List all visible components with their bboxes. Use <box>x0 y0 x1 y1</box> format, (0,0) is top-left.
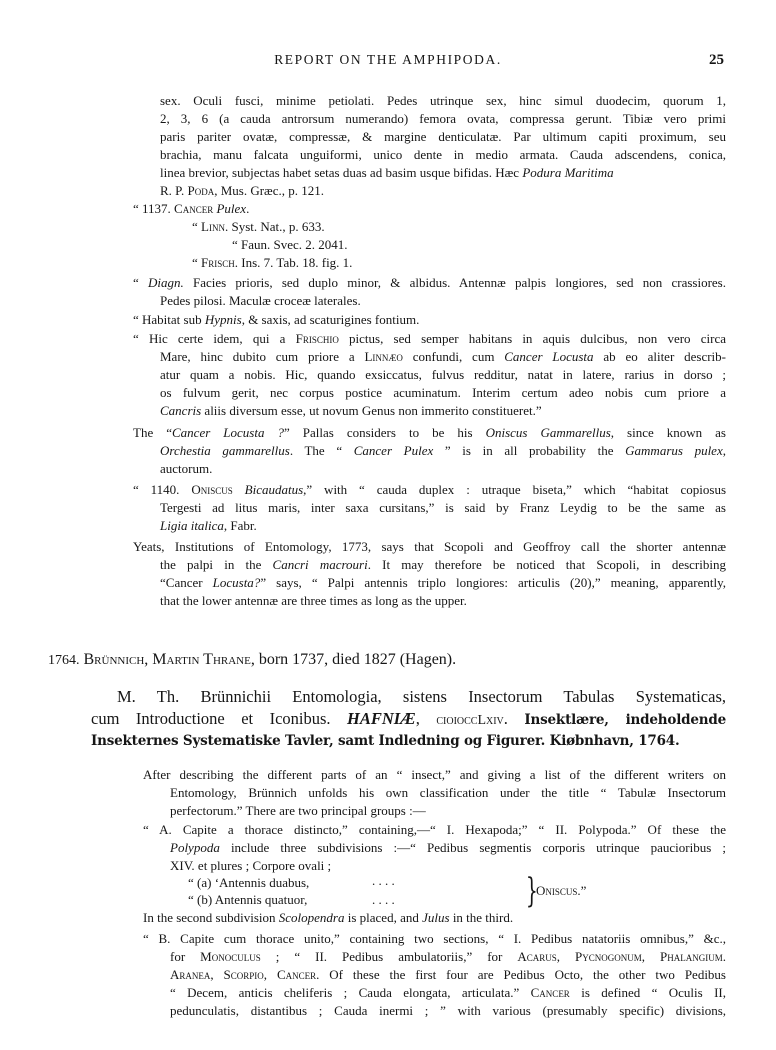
genus-name: Oniscus <box>191 482 233 497</box>
text-run: . It may therefore be noticed that Scopoli, in describing <box>367 557 726 572</box>
text-line: Yeats, Institutions of Entomology, 1773, says that Scopoli and Geoffroy call the shorter antennæ <box>133 539 726 554</box>
text-line <box>133 481 726 498</box>
text-run: “ 1137. <box>133 201 175 216</box>
species-name: Cancer Locusta <box>504 349 594 364</box>
text-run: confundi, cum <box>402 349 505 364</box>
genus-name: Julus <box>422 910 450 925</box>
text-line: “ Faun. Svec. 2. 2041. <box>232 237 348 252</box>
author-name: Linnæo <box>364 349 403 364</box>
text-run: . <box>246 201 250 216</box>
text-run: the palpi in the <box>160 557 273 572</box>
text-run: aliis diversum esse, ut novum Genus non immerito constitueret.” <box>201 403 542 418</box>
text-run: , since known as <box>610 425 726 440</box>
text-run: include three subdivisions :—“ Pedibus segmentis corporis utrinque paucioribus ; <box>219 840 726 855</box>
genus-list: Acarus, Pycnogonum, Phalangium. <box>517 949 726 964</box>
text-run: “ Habitat sub <box>133 312 205 327</box>
text-run: ,” with “ cauda duplex : utraque biseta,” which “habitat copiosus <box>303 482 727 497</box>
text-run: The “ <box>133 425 172 440</box>
taxon-name: Polypoda <box>170 840 220 855</box>
text-run: ” is in all probability the <box>433 443 626 458</box>
text-line <box>133 274 726 291</box>
imprint-year: cioioccLxiv <box>436 713 504 728</box>
running-header <box>0 52 776 72</box>
text-line <box>192 218 325 235</box>
text-run: “ <box>192 255 202 270</box>
text-line: “ (b) Antennis quatuor, <box>188 892 308 907</box>
text-line: os fulvum gerit, nec corpus postice acuminatum. Interim certum adeo nobis cum priore a <box>160 385 726 400</box>
leader-dots: . . . . <box>372 892 395 907</box>
text-run: cum Introductione et Iconibus. <box>91 709 347 728</box>
work-title-line <box>91 730 679 752</box>
species-name: Ligia italica <box>160 518 224 533</box>
text-line <box>170 839 726 856</box>
text-run: for <box>170 949 201 964</box>
running-title: REPORT ON THE AMPHIPODA. <box>274 52 502 67</box>
text-run: In the second subdivision <box>143 910 279 925</box>
entry-year: 1764. <box>48 653 80 668</box>
text-run: pictus, sed semper habitans in aquis dulcibus, non vero circa <box>338 331 727 346</box>
imprint-place: Kiøbnhavn, 1764. <box>545 733 680 749</box>
text-line <box>160 556 726 573</box>
text-run: , Fabr. <box>223 518 257 533</box>
species-name: Oniscus Gammarellus <box>485 425 611 440</box>
text-line <box>160 442 726 459</box>
leader-dots: . . . . <box>372 873 395 888</box>
species-name: Bicaudatus <box>244 482 304 497</box>
text-line <box>170 966 726 983</box>
text-line <box>160 182 324 199</box>
right-brace: } <box>525 871 538 911</box>
species-name: Cancer Locusta ? <box>172 425 284 440</box>
text-run: .” <box>577 883 587 898</box>
text-run: “Cancer <box>160 575 213 590</box>
text-line: brachia, manu falcata unguiformi, unico dente in medio armata. Cauda adscendens, conica, <box>160 147 726 162</box>
text-line <box>133 200 249 217</box>
species-name: Cancer Pulex <box>353 443 434 458</box>
text-run: , & saxis, ad scaturigines fontium. <box>241 312 420 327</box>
author-name: Frisch <box>201 255 235 270</box>
text-line <box>160 574 726 591</box>
text-line <box>160 348 726 365</box>
entry-author: Brünnich, Martin Thrane, <box>83 651 255 668</box>
species-name: Pulex <box>216 201 247 216</box>
text-run: , <box>415 709 437 728</box>
work-title-line <box>91 708 726 732</box>
text-line: atur quam a nobis. Hic, quando exsiccatus, fulvus redditur, natat in latere, rarius in dorso ; <box>160 367 726 382</box>
author-name: Frischio <box>295 331 339 346</box>
text-run: Of these the first four are Pedibus Octo, the other two Pedibus <box>319 967 726 982</box>
text-run: ab eo aliter describ- <box>593 349 726 364</box>
text-run: Diagn. <box>148 275 184 290</box>
author-name: Linn <box>201 219 225 234</box>
text-run: . <box>503 709 525 728</box>
genus-name: Cancer <box>530 985 570 1000</box>
genus-name: Oniscus <box>536 883 578 898</box>
text-line: pedunculatis, distantibus ; Cauda inermi ; ” with various (presumably specific) divisions, <box>170 1003 726 1018</box>
text-line: auctorum. <box>160 461 213 476</box>
species-name: Podura Maritima <box>522 165 614 180</box>
text-line: “ (a) ‘Antennis duabus, <box>188 875 310 890</box>
text-run: ; “ II. Pedibus ambulatoriis,” for <box>260 949 518 964</box>
text-line <box>133 424 726 441</box>
text-line <box>192 254 352 271</box>
text-line: 2, 3, 6 (a cauda antrorsum numerando) femora ovata, compressa gerunt. Tibiæ vero primi <box>160 111 726 126</box>
text-run: is placed, and <box>344 910 423 925</box>
danish-title: Insektlære, indeholdende <box>524 712 727 728</box>
text-run: . Syst. Nat., p. 633. <box>224 219 325 234</box>
text-line: “ B. Capite cum thorace unito,” containing two sections, “ I. Pedibus natatoriis omnibus,” &c., <box>143 931 726 946</box>
text-run: “ <box>133 275 148 290</box>
text-run: ” Pallas considers to be his <box>283 425 486 440</box>
text-line <box>133 311 419 328</box>
text-run: Mare, hinc dubito cum priore a <box>160 349 365 364</box>
text-run: “ 1140. <box>133 482 192 497</box>
text-line: Pedes pilosi. Maculæ croceæ laterales. <box>160 293 361 308</box>
text-run: “ <box>192 219 202 234</box>
text-run: , <box>722 443 726 458</box>
genus-name: Cancris <box>160 403 202 418</box>
text-line: Entomology, Brünnich unfolds his own classification under the title “ Tabulæ Insectorum <box>170 785 726 800</box>
text-run: in the third. <box>449 910 514 925</box>
author-name: Poda <box>187 183 215 198</box>
text-line <box>133 330 726 347</box>
text-run: linea brevior, subjectas habet setas duas ad basim usque bifidas. Hæc <box>160 165 523 180</box>
imprint-place: HAFNIÆ <box>346 709 416 728</box>
danish-title: Insekternes Systematiske Tavler, samt Indledning og Figurer. <box>91 733 546 749</box>
page-number: 25 <box>709 52 724 68</box>
text-run: “ Decem, anticis cheliferis ; Cauda elongata, articulata.” <box>170 985 531 1000</box>
text-line: After describing the different parts of an “ insect,” and giving a list of the different writers on <box>143 767 726 782</box>
genus-name: Cancer <box>174 201 214 216</box>
text-run: Hypnis <box>204 312 242 327</box>
genus-name: Monoculus <box>200 949 261 964</box>
entry-heading <box>48 651 456 669</box>
text-run: Facies prioris, sed duplo minor, & albidus. Antennæ palpis longiores, sed non crassiores. <box>183 275 726 290</box>
text-line <box>143 909 513 926</box>
text-run: R. P. <box>160 183 188 198</box>
text-line <box>160 164 726 181</box>
species-name: Locusta? <box>212 575 261 590</box>
species-name: Orchestia gammarellus <box>160 443 290 458</box>
text-run: ” says, “ Palpi antennis triplo longiores: articulis (20),” meaning, apparently, <box>260 575 726 590</box>
work-title-line: M. Th. Brünnichii Entomologia, sistens Insectorum Tabulas Systematicas, <box>117 687 726 706</box>
text-line <box>160 517 257 534</box>
entry-dates: born 1737, died 1827 (Hagen). <box>254 651 457 668</box>
text-line <box>170 948 726 965</box>
text-line: that the lower antennæ are three times as long as the upper. <box>160 593 467 608</box>
text-line: “ A. Capite a thorace distincto,” containing,—“ I. Hexapoda;” “ II. Polypoda.” Of these the <box>143 822 726 837</box>
text-line <box>160 402 542 419</box>
text-line <box>170 984 726 1001</box>
text-line: sex. Oculi fusci, minime petiolati. Pedes utrinque sex, hinc simul duodecim, quorum 1, <box>160 93 726 108</box>
text-run: is defined “ Oculis II, <box>569 985 726 1000</box>
species-name: Gammarus pulex <box>625 443 723 458</box>
text-run: . Ins. 7. Tab. 18. fig. 1. <box>234 255 353 270</box>
text-line: paris pariter ovatæ, compressæ, & margine denticulatæ. Par ultimum capiti proximum, seu <box>160 129 726 144</box>
text-line: XIV. et plures ; Corpore ovali ; <box>170 858 332 873</box>
text-run: “ Hic certe idem, qui a <box>133 331 296 346</box>
text-run: , Mus. Græc., p. 121. <box>214 183 324 198</box>
text-line: Tergesti ad litus maris, inter saxa cursitans,” is said by Franz Leydig to be the same as <box>160 500 726 515</box>
text-run <box>233 482 245 497</box>
species-name: Cancri macrouri <box>272 557 368 572</box>
text-line: perfectorum.” There are two principal groups :— <box>170 803 426 818</box>
genus-list: Aranea, Scorpio, Cancer. <box>170 967 320 982</box>
genus-name: Scolopendra <box>278 910 345 925</box>
text-line <box>536 882 586 899</box>
text-run: . The “ <box>289 443 354 458</box>
